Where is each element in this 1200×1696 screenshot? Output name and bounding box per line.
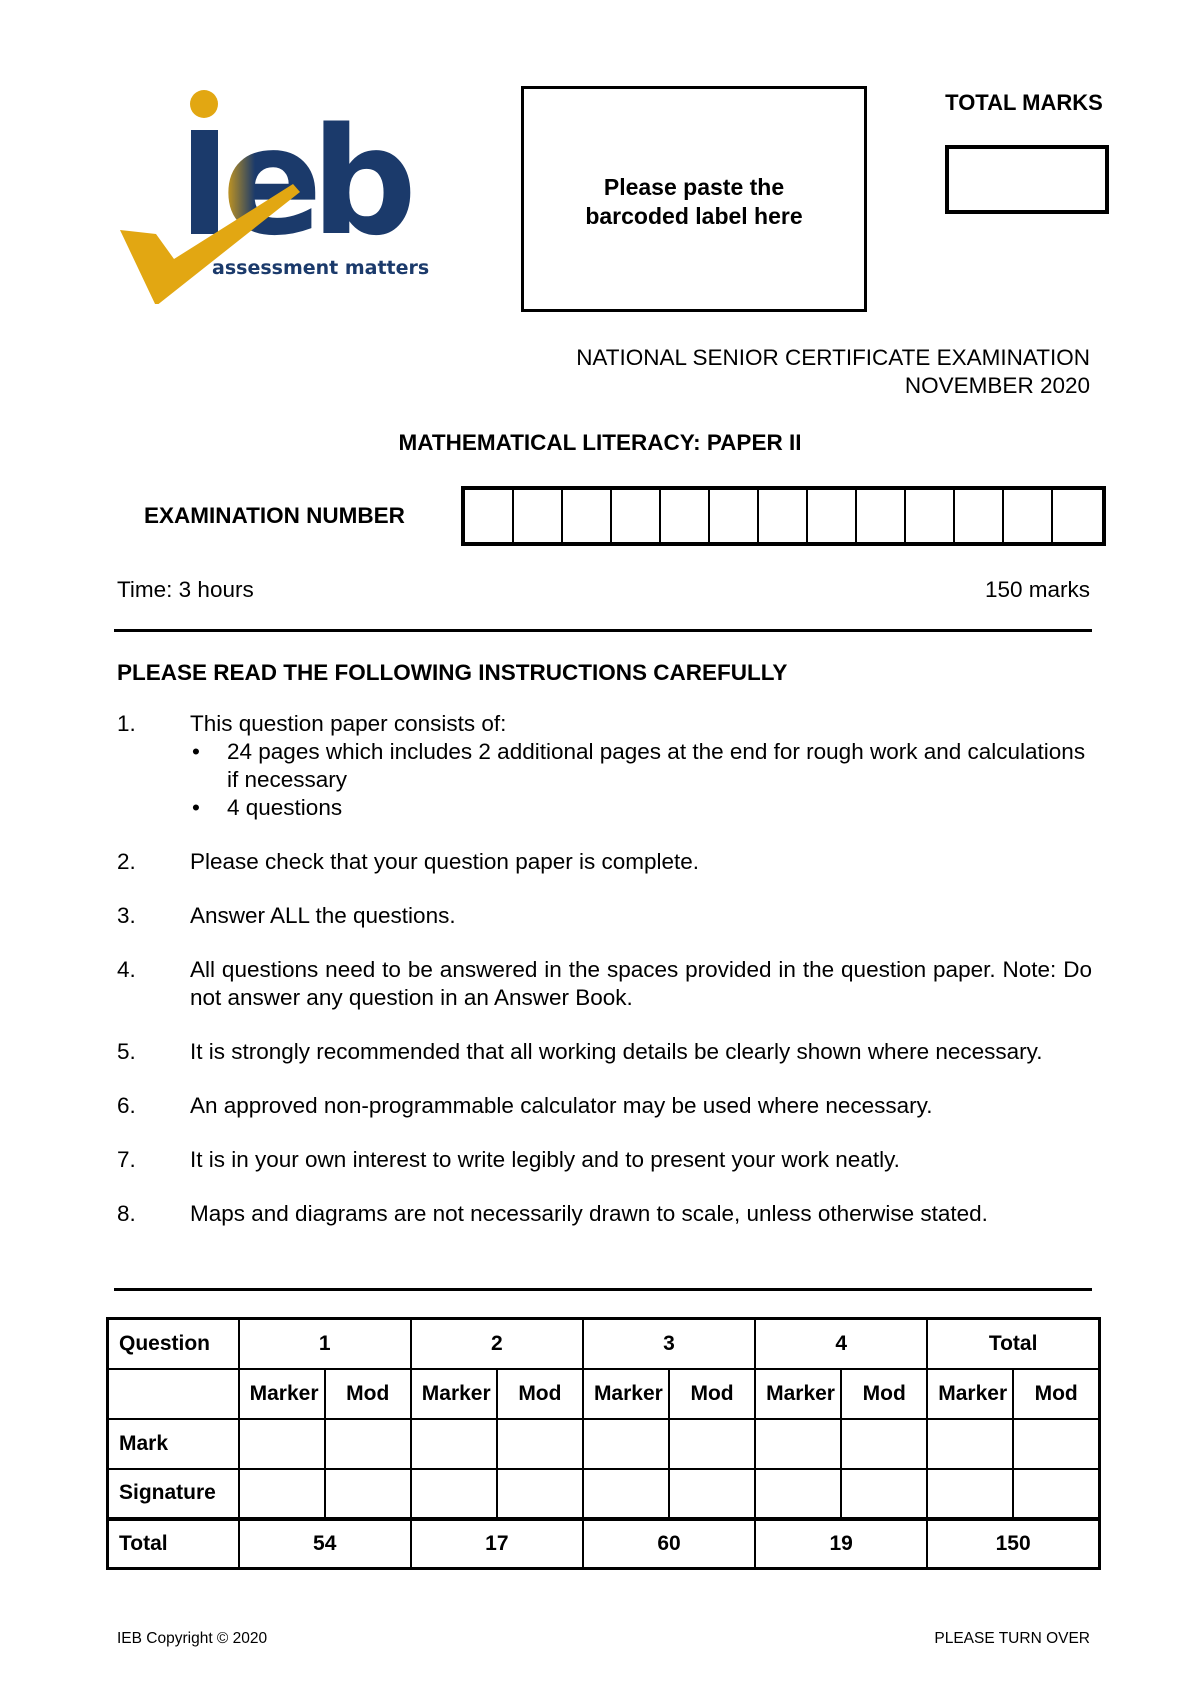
svg-text:e: e: [222, 96, 317, 268]
mark-entry-cell[interactable]: [841, 1419, 927, 1469]
instruction-text: It is strongly recommended that all working details be clearly shown where necessary.: [190, 1039, 1043, 1064]
barcode-label-box: [521, 86, 867, 312]
table-row-mark: [108, 1419, 1100, 1469]
instruction-item: [117, 956, 1092, 1012]
instruction-text: Answer ALL the questions.: [190, 903, 456, 928]
exam-number-cell[interactable]: [1004, 490, 1053, 542]
signature-entry-cell[interactable]: [325, 1469, 411, 1519]
signature-entry-cell[interactable]: [583, 1469, 669, 1519]
mark-entry-cell[interactable]: [411, 1419, 497, 1469]
instruction-text: Maps and diagrams are not necessarily drawn to scale, unless otherwise stated.: [190, 1201, 988, 1226]
exam-number-cell[interactable]: [465, 490, 514, 542]
exam-total-marks: 150 marks: [984, 577, 1090, 602]
table-row-label: Total: [108, 1519, 239, 1569]
question-total-value: 60: [583, 1519, 755, 1569]
marker-column-header: Marker: [927, 1369, 1013, 1419]
exam-title-line2: NOVEMBER 2020: [904, 373, 1090, 398]
instruction-item: [117, 1146, 1092, 1174]
question-total-value: 150: [927, 1519, 1099, 1569]
exam-number-cell[interactable]: [1053, 490, 1102, 542]
mark-entry-cell[interactable]: [325, 1419, 411, 1469]
table-header-cell: 1: [239, 1319, 411, 1369]
table-header-cell: Total: [927, 1319, 1099, 1369]
mark-entry-cell[interactable]: [927, 1419, 1013, 1469]
marker-column-header: Marker: [755, 1369, 841, 1419]
instruction-number: 5.: [117, 1039, 136, 1064]
exam-number-cell[interactable]: [857, 490, 906, 542]
signature-entry-cell[interactable]: [841, 1469, 927, 1519]
instruction-number: 4.: [117, 957, 136, 982]
exam-number-cell[interactable]: [759, 490, 808, 542]
instructions-list: [117, 710, 1092, 1254]
question-total-value: 54: [239, 1519, 411, 1569]
table-header-cell: 2: [411, 1319, 583, 1369]
marker-column-header: Marker: [411, 1369, 497, 1419]
mod-column-header: Mod: [325, 1369, 411, 1419]
copyright: IEB Copyright © 2020: [117, 1630, 268, 1647]
exam-number-grid: [461, 486, 1106, 546]
table-subheader-row: [108, 1369, 1100, 1419]
signature-entry-cell[interactable]: [927, 1469, 1013, 1519]
instructions-heading: PLEASE READ THE FOLLOWING INSTRUCTIONS CAREFULLY: [117, 660, 788, 685]
total-marks-label: TOTAL MARKS: [945, 90, 1103, 115]
mod-column-header: Mod: [669, 1369, 755, 1419]
exam-number-cell[interactable]: [661, 490, 710, 542]
instruction-text: It is in your own interest to write legibly and to present your work neatly.: [190, 1147, 900, 1172]
mark-entry-cell[interactable]: [1013, 1419, 1099, 1469]
table-header-cell: 3: [583, 1319, 755, 1369]
svg-text:b: b: [311, 96, 411, 268]
marker-column-header: Marker: [583, 1369, 669, 1419]
mod-column-header: Mod: [497, 1369, 583, 1419]
table-row-label: Mark: [108, 1419, 239, 1469]
total-marks-box[interactable]: [945, 145, 1109, 214]
instruction-number: 6.: [117, 1093, 136, 1118]
instruction-text: All questions need to be answered in the spaces provided in the question paper. Note: Do not answer any question in an Answer Book.: [190, 957, 1092, 1010]
question-total-value: 19: [755, 1519, 927, 1569]
question-total-value: 17: [411, 1519, 583, 1569]
table-cell: [108, 1369, 239, 1419]
divider: [114, 629, 1092, 632]
table-header-cell: 4: [755, 1319, 927, 1369]
signature-entry-cell[interactable]: [411, 1469, 497, 1519]
ieb-logo: [118, 84, 458, 304]
signature-entry-cell[interactable]: [497, 1469, 583, 1519]
instruction-number: 8.: [117, 1201, 136, 1226]
instruction-item: [117, 902, 1092, 930]
mark-entry-cell[interactable]: [239, 1419, 325, 1469]
instruction-item: [117, 710, 1092, 822]
exam-number-cell[interactable]: [514, 490, 563, 542]
table-row-signature: [108, 1469, 1100, 1519]
exam-title: [576, 344, 1090, 400]
exam-number-cell[interactable]: [906, 490, 955, 542]
mark-entry-cell[interactable]: [669, 1419, 755, 1469]
mod-column-header: Mod: [1013, 1369, 1099, 1419]
table-header-row: [108, 1319, 1100, 1369]
barcode-instruction: Please paste the barcoded label here: [585, 174, 803, 229]
exam-number-cell[interactable]: [710, 490, 759, 542]
marks-table: [106, 1317, 1101, 1570]
instruction-text: This question paper consists of:: [190, 711, 507, 736]
instruction-number: 1.: [117, 711, 136, 736]
instruction-bullets: [190, 738, 1092, 822]
instruction-number: 7.: [117, 1147, 136, 1172]
instruction-number: 2.: [117, 849, 136, 874]
mark-entry-cell[interactable]: [583, 1419, 669, 1469]
mod-column-header: Mod: [841, 1369, 927, 1419]
divider: [114, 1288, 1092, 1291]
exam-number-cell[interactable]: [808, 490, 857, 542]
exam-number-cell[interactable]: [612, 490, 661, 542]
instruction-bullet: • 24 pages which includes 2 additional pages at the end for rough work and calculations if necessary: [190, 738, 1092, 794]
instruction-item: [117, 1092, 1092, 1120]
instruction-text: An approved non-programmable calculator may be used where necessary.: [190, 1093, 933, 1118]
instruction-item: [117, 1038, 1092, 1066]
logo-tagline: assessment matters: [212, 257, 430, 279]
table-row-total: [108, 1519, 1100, 1569]
instruction-bullet: • 4 questions: [190, 794, 1092, 822]
signature-entry-cell[interactable]: [669, 1469, 755, 1519]
instruction-text: Please check that your question paper is complete.: [190, 849, 700, 874]
table-row-label: Signature: [108, 1469, 239, 1519]
signature-entry-cell[interactable]: [239, 1469, 325, 1519]
exam-title-line1: NATIONAL SENIOR CERTIFICATE EXAMINATION: [576, 345, 1090, 370]
exam-duration: Time: 3 hours: [117, 577, 254, 602]
mark-entry-cell[interactable]: [755, 1419, 841, 1469]
table-header-cell: Question: [108, 1319, 239, 1369]
signature-entry-cell[interactable]: [1013, 1469, 1099, 1519]
signature-entry-cell[interactable]: [755, 1469, 841, 1519]
exam-number-cell[interactable]: [955, 490, 1004, 542]
instruction-item: [117, 1200, 1092, 1228]
instruction-number: 3.: [117, 903, 136, 928]
subject-title: MATHEMATICAL LITERACY: PAPER II: [398, 430, 802, 455]
instruction-item: [117, 848, 1092, 876]
exam-number-cell[interactable]: [563, 490, 612, 542]
mark-entry-cell[interactable]: [497, 1419, 583, 1469]
turn-over-note: PLEASE TURN OVER: [934, 1630, 1090, 1647]
exam-number-label: EXAMINATION NUMBER: [144, 503, 405, 528]
marker-column-header: Marker: [239, 1369, 325, 1419]
